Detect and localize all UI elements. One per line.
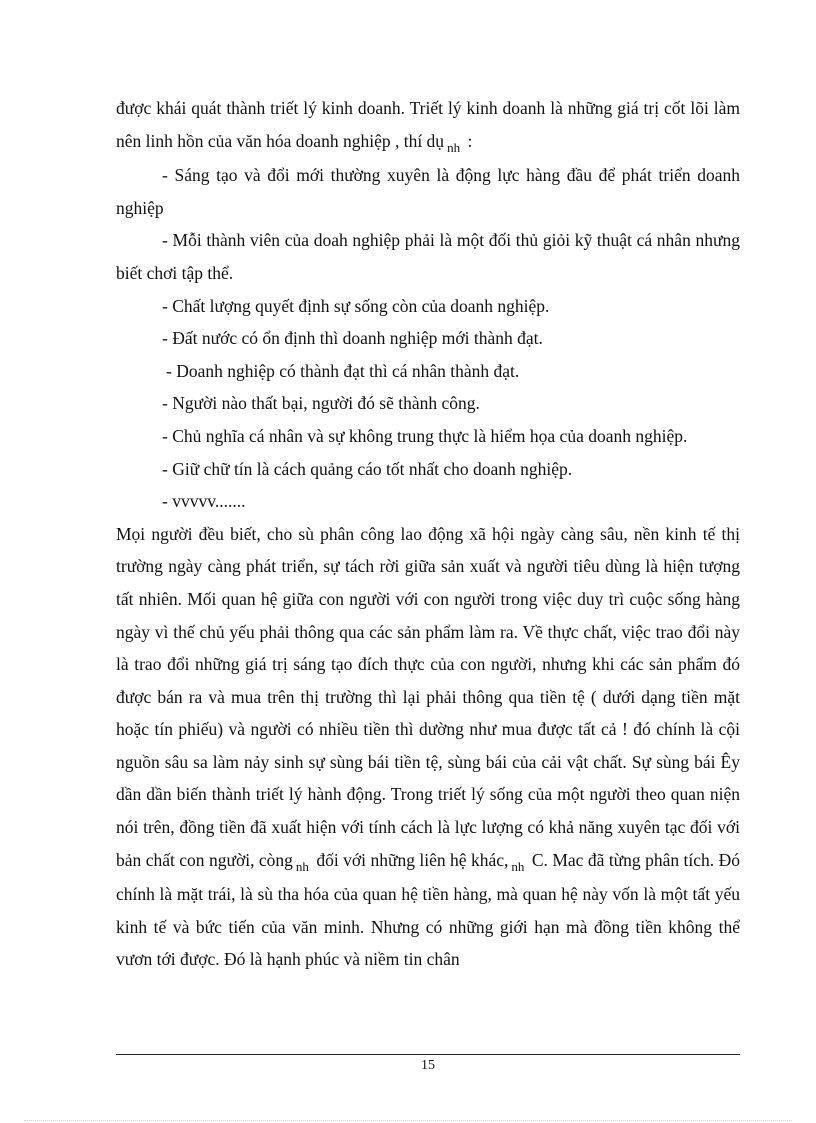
intro-text: được khái quát thành triết lý kinh doanh. Triết lý kinh doanh là những giá trị cốt lõi làm nên linh hồn của văn hóa doanh nghiệp , thí dụ [116, 98, 740, 151]
bullet-item: - Giữ chữ tín là cách quảng cáo tốt nhất cho doanh nghiệp. [162, 458, 573, 479]
bullet-item: - Doanh nghiệp có thành đạt thì cá nhân thành đạt. [166, 360, 520, 381]
bullet-item: - Người nào thất bại, người đó sẽ thành công. [162, 393, 480, 414]
bullet-item: - Đất nước có ổn định thì doanh nghiệp mới thành đạt. [162, 328, 543, 349]
body-text [116, 92, 740, 976]
page-bottom-border [24, 1120, 792, 1121]
bullet-item: - vvvvv....... [162, 491, 246, 512]
main-paragraph-text: Mọi người đều biết, cho sù phân công lao động xã hội ngày càng sâu, nền kinh tế thị trường ngày càng phát triển, sự tách rời giữa sản xuất và người tiêu dùng là hiện tượng tất nhiên. Mối quan hệ giữa con người với con người trong việc duy trì cuộc sống hàng ngày vì thế chủ yếu phải thông qua các sản phẩm làm ra. Về thực chất, việc trao đổi này là trao đổi những giá trị sáng tạo đích thực của con người, nhưng khi các sản phẩm đó được bán ra và mua trên thị trường thì lại phải thông qua tiền tệ ( dưới dạng tiền mặt hoặc tín phiếu) và người có nhiều tiền thì dường như mua được tất cả ! đó chính là cội nguồn sâu sa làm nảy sinh sự sùng bái tiền tệ, sùng bái của cải vật chất. Sự sùng bái Êy dần dần biến thành triết lý hành động. Trong triết lý sống của một người theo quan niện nói trên, đồng tiền đã xuất hiện với tính cách là lực lượng có khả năng xuyên tạc đối với bản chất con người, còng [116, 523, 740, 870]
abbreviation-subscript: nh [511, 858, 525, 874]
intro-colon: : [463, 130, 473, 151]
bullet-item: - Chủ nghĩa cá nhân và sự không trung thực là hiểm họa của doanh nghiệp. [162, 425, 688, 446]
main-paragraph-text: đối với những liên hệ khác, [311, 849, 509, 870]
intro-paragraph [116, 92, 740, 159]
abbreviation-subscript: nh [447, 139, 461, 155]
bullet-item: - Chất lượng quyết định sự sống còn của doanh nghiệp. [162, 295, 550, 316]
bullet-item: - Mỗi thành viên của doah nghiệp phải là một đối thủ giỏi kỹ thuật cá nhân nhưng biết chơi tập thể. [116, 230, 740, 283]
footer-divider [116, 1054, 740, 1055]
main-paragraph-text: C. Mac đã từng phân tích. Đó chính là mặt trái, là sù tha hóa của quan hệ tiền hàng, mà quan hệ này vốn là một tất yếu kinh tế và bức tiến của văn minh. Nhưng có những giới hạn mà đồng tiền không thể vươn tới được. Đó là hạnh phúc và niềm tin chân [116, 849, 740, 970]
bullet-item: - Sáng tạo và đổi mới thường xuyên là động lực hàng đầu để phát triển doanh nghiệp [116, 165, 740, 218]
abbreviation-subscript: nh [295, 858, 309, 874]
page-number: 15 [421, 1058, 435, 1073]
main-paragraph [116, 518, 740, 976]
